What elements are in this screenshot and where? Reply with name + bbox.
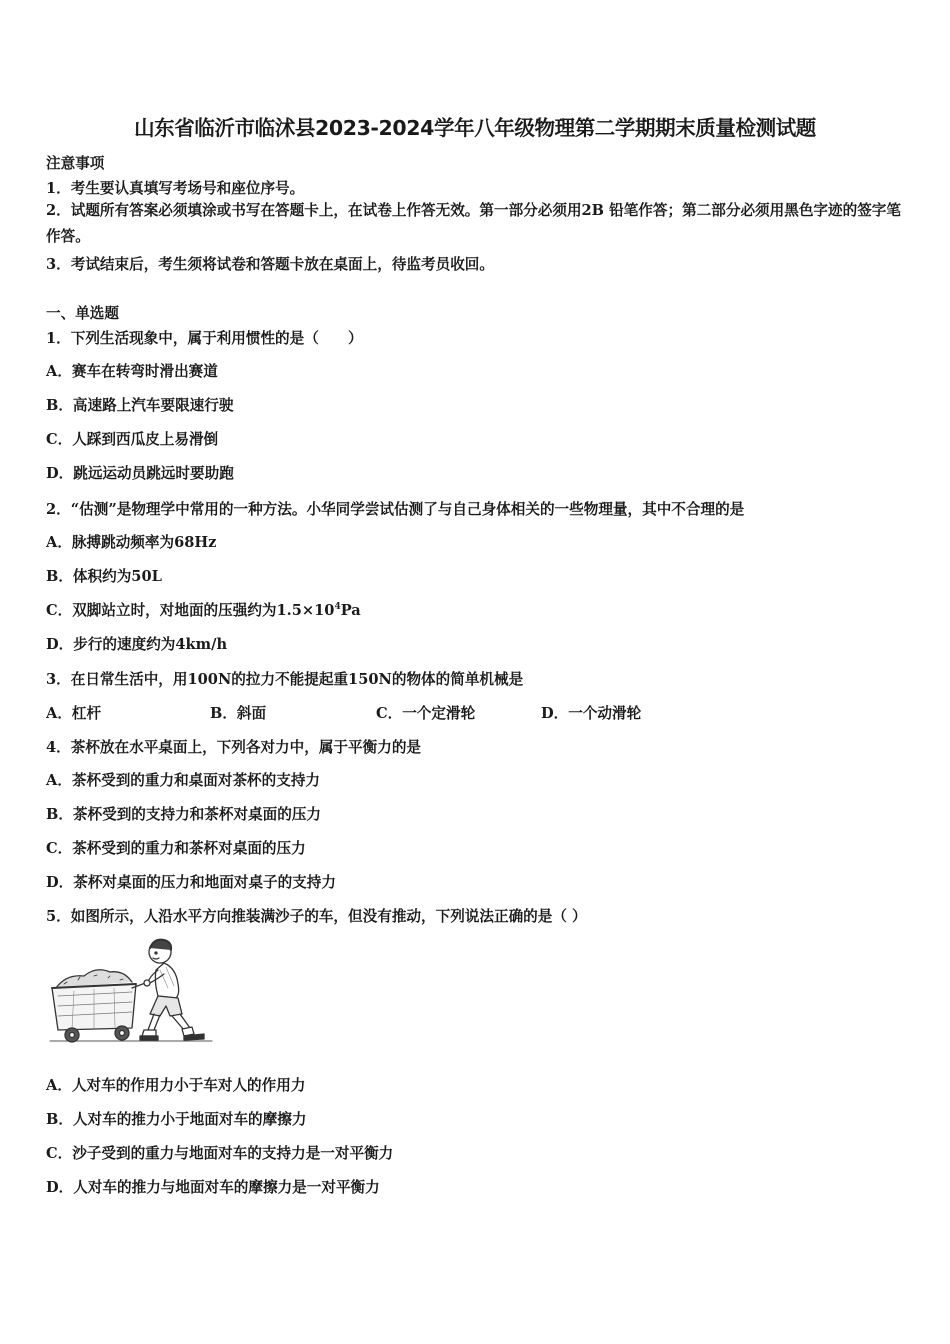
question-4-stem: 4．茶杯放在水平桌面上，下列各对力中，属于平衡力的是 — [46, 739, 422, 756]
question-1-option-a: A．赛车在转弯时滑出赛道 — [46, 363, 218, 380]
question-3-option-a: A．杠杆 — [46, 705, 102, 722]
question-5-option-b: B．人对车的推力小于地面对车的摩擦力 — [46, 1111, 307, 1128]
question-5-option-d: D．人对车的推力与地面对车的摩擦力是一对平衡力 — [46, 1179, 380, 1196]
boy-pushing-sand-cart-figure — [44, 936, 216, 1048]
notice-item-3: 3．考试结束后，考生须将试卷和答题卡放在桌面上，待监考员收回。 — [46, 256, 494, 273]
question-1-option-b: B．高速路上汽车要限速行驶 — [46, 397, 234, 414]
question-1-option-c: C．人踩到西瓜皮上易滑倒 — [46, 431, 219, 448]
question-5-stem: 5．如图所示，人沿水平方向推装满沙子的车，但没有推动，下列说法正确的是（ ） — [46, 908, 587, 925]
section-heading: 一、单选题 — [46, 305, 119, 322]
question-4-option-a: A．茶杯受到的重力和桌面对茶杯的支持力 — [46, 772, 321, 789]
question-5-option-a: A．人对车的作用力小于车对人的作用力 — [46, 1077, 306, 1094]
question-4-option-d: D．茶杯对桌面的压力和地面对桌子的支持力 — [46, 874, 336, 891]
question-2-option-c — [46, 599, 361, 620]
question-2-option-c-exponent: 4 — [334, 602, 341, 613]
notice-item-1: 1．考生要认真填写考场号和座位序号。 — [46, 180, 305, 197]
question-2-stem: 2．“估测”是物理学中常用的一种方法。小华同学尝试估测了与自己身体相关的一些物理量，其中不合理的是 — [46, 501, 745, 518]
question-2-option-d: D．步行的速度约为4km/h — [46, 636, 228, 653]
question-4-option-b: B．茶杯受到的支持力和茶杯对桌面的压力 — [46, 806, 322, 823]
question-1-stem: 1．下列生活现象中，属于利用惯性的是（ ） — [46, 330, 363, 347]
question-3-option-c: C．一个定滑轮 — [376, 705, 476, 722]
question-2-option-a: A．脉搏跳动频率为68Hz — [46, 534, 217, 551]
question-1-option-d: D．跳远运动员跳远时要助跑 — [46, 465, 234, 482]
notice-item-2: 2．试题所有答案必须填涂或书写在答题卡上，在试卷上作答无效。第一部分必须用2B 铅笔作答；第二部分必须用黑色字迹的签字笔作答。 — [46, 202, 901, 245]
question-4-option-c: C．茶杯受到的重力和茶杯对桌面的压力 — [46, 840, 306, 857]
question-5-option-c: C．沙子受到的重力与地面对车的支持力是一对平衡力 — [46, 1145, 394, 1162]
question-3-stem: 3．在日常生活中，用100N的拉力不能提起重150N的物体的简单机械是 — [46, 671, 524, 688]
question-3-option-d: D．一个动滑轮 — [541, 705, 642, 722]
question-2-option-b: B．体积约为50L — [46, 568, 162, 585]
exam-title: 山东省临沂市临沭县2023-2024学年八年级物理第二学期期末质量检测试题 — [134, 116, 816, 140]
question-2-option-c-text: C．双脚站立时，对地面的压强约为1.5×10 — [46, 602, 335, 619]
question-2-option-c-unit: Pa — [340, 602, 361, 619]
notice-heading: 注意事项 — [46, 155, 105, 172]
question-3-option-b: B．斜面 — [210, 705, 267, 722]
